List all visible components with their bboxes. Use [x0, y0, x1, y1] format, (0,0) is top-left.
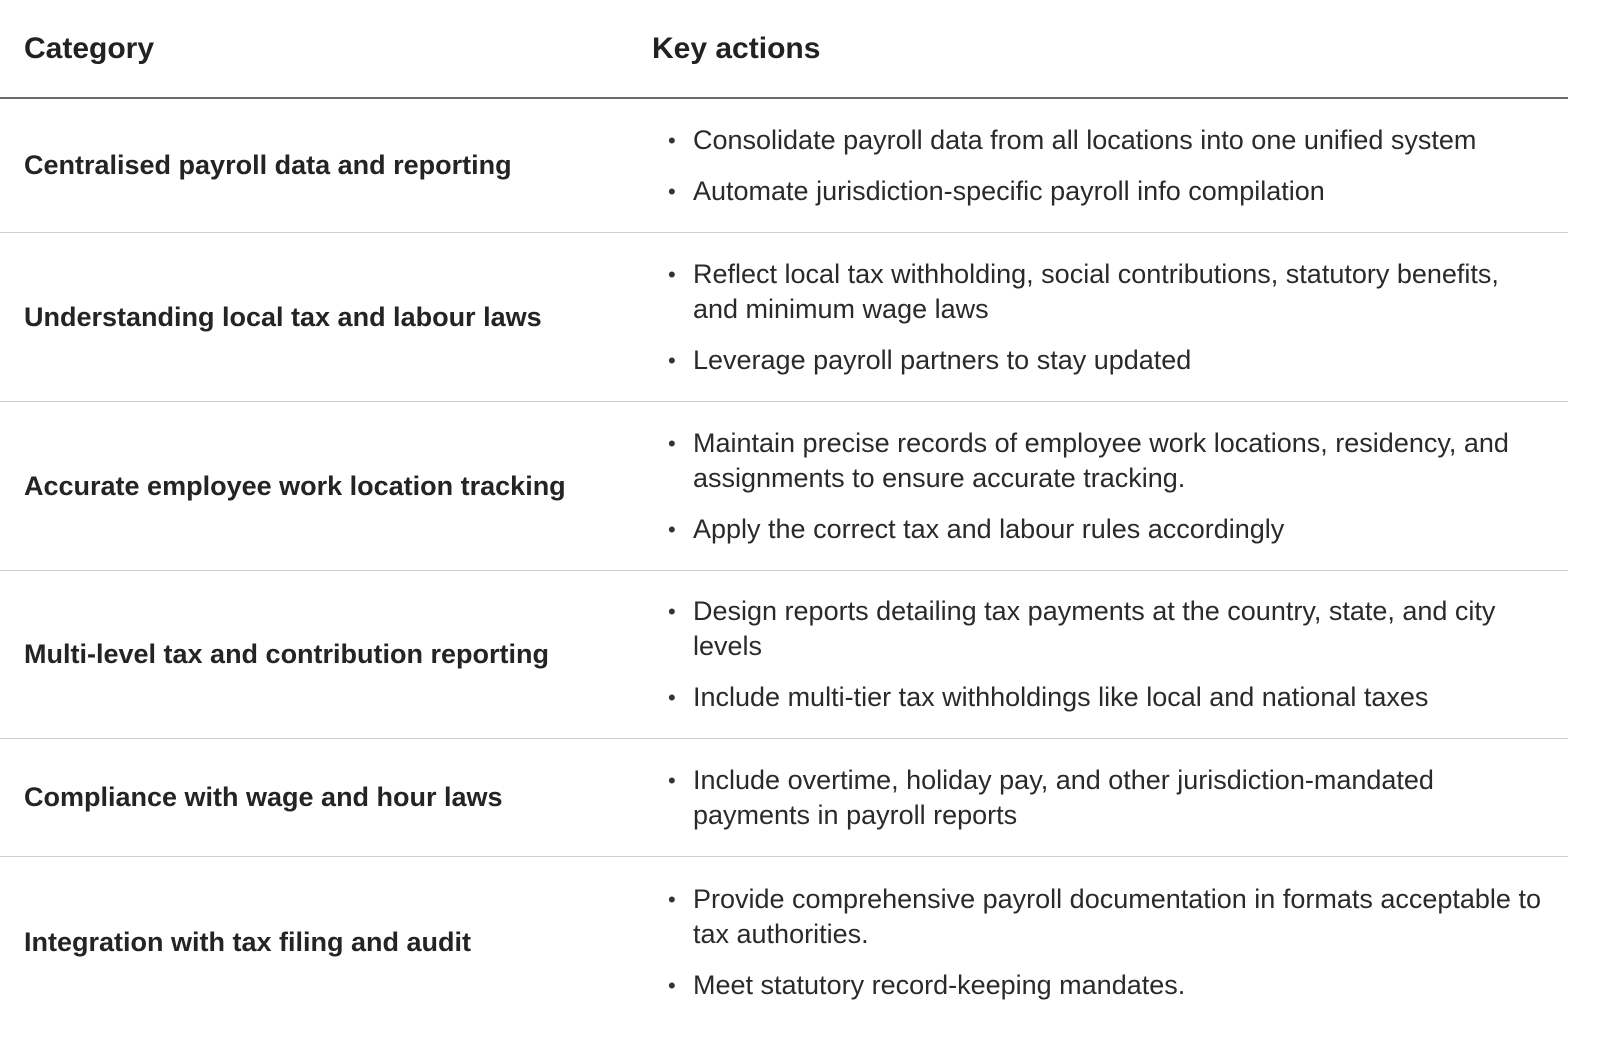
action-list	[652, 426, 1548, 547]
action-item	[652, 763, 1548, 833]
bullet-icon: •	[668, 887, 676, 912]
action-text: Include overtime, holiday pay, and other jurisdiction-mandated payments in payroll reports	[693, 764, 1434, 830]
action-list	[652, 257, 1548, 378]
bullet-icon: •	[668, 178, 676, 204]
row-category: Multi-level tax and contribution reporting	[24, 639, 550, 669]
row-category: Integration with tax filing and audit	[24, 927, 471, 957]
action-list	[652, 882, 1548, 1003]
bullet-icon: •	[668, 347, 676, 373]
row-category: Centralised payroll data and reporting	[24, 150, 512, 180]
row-actions	[628, 402, 1568, 570]
table-row	[0, 857, 1568, 1028]
row-category: Understanding local tax and labour laws	[24, 301, 542, 332]
action-item	[652, 174, 1476, 209]
action-text: Consolidate payroll data from all locations into one unified system	[693, 124, 1477, 155]
table-header-row	[0, 0, 1568, 99]
action-list	[652, 594, 1548, 715]
action-item	[652, 343, 1548, 378]
header-key-actions: Key actions	[652, 31, 821, 65]
action-item	[652, 968, 1548, 1003]
table-row	[0, 402, 1568, 571]
action-item	[652, 257, 1548, 327]
table-row	[0, 739, 1568, 857]
action-item	[652, 123, 1476, 158]
table-row	[0, 571, 1568, 739]
bullet-icon: •	[668, 516, 676, 542]
action-text: Apply the correct tax and labour rules accordingly	[693, 513, 1285, 544]
action-item	[652, 512, 1548, 547]
row-category: Compliance with wage and hour laws	[24, 782, 503, 812]
row-actions	[628, 233, 1568, 401]
action-text: Reflect local tax withholding, social contributions, statutory benefits, and minimum wage laws	[693, 258, 1499, 324]
action-list	[652, 763, 1548, 833]
action-text: Include multi-tier tax withholdings like local and national taxes	[693, 682, 1429, 712]
action-item	[652, 680, 1548, 715]
action-text: Leverage payroll partners to stay updated	[693, 344, 1192, 375]
table-row	[0, 233, 1568, 402]
bullet-icon: •	[668, 973, 676, 998]
action-text: Design reports detailing tax payments at the country, state, and city levels	[693, 596, 1496, 661]
action-text: Meet statutory record-keeping mandates.	[693, 970, 1186, 1000]
action-item	[652, 426, 1548, 496]
bullet-icon: •	[668, 261, 676, 287]
bullet-icon: •	[668, 767, 676, 793]
row-actions	[628, 739, 1568, 856]
row-actions	[628, 571, 1568, 738]
action-list	[652, 123, 1476, 209]
action-text: Automate jurisdiction-specific payroll info compilation	[693, 175, 1325, 206]
row-actions	[628, 99, 1568, 232]
bullet-icon: •	[668, 599, 676, 624]
action-item	[652, 882, 1548, 952]
bullet-icon: •	[668, 127, 676, 153]
header-category: Category	[24, 31, 155, 65]
action-text: Maintain precise records of employee work locations, residency, and assignments to ensure accurate tracking.	[693, 427, 1509, 493]
action-text: Provide comprehensive payroll documentation in formats acceptable to tax authorities.	[693, 884, 1541, 949]
table-row	[0, 99, 1568, 233]
bullet-icon: •	[668, 430, 676, 456]
row-category: Accurate employee work location tracking	[24, 470, 566, 501]
action-item	[652, 594, 1548, 664]
bullet-icon: •	[668, 685, 676, 710]
row-actions	[628, 857, 1568, 1028]
